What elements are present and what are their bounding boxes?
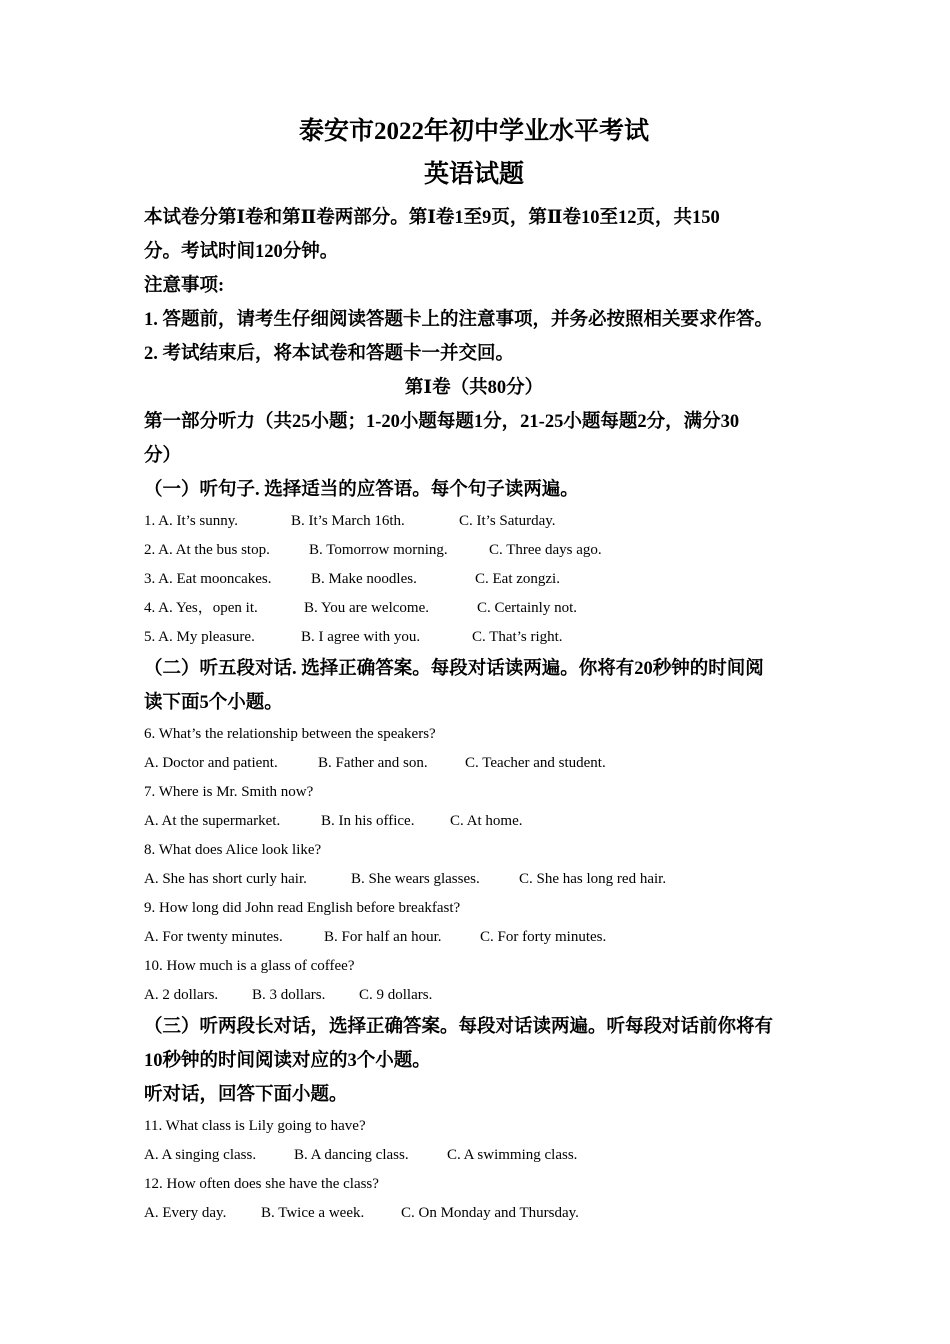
option-c: C. For forty minutes.	[480, 929, 607, 945]
option-b: B. Twice a week.	[261, 1205, 365, 1221]
question-row	[144, 594, 804, 623]
option-a: 2. A. At the bus stop.	[144, 542, 270, 558]
question-stem: 12. How often does she have the class?	[144, 1176, 379, 1192]
option-c: C. That’s right.	[472, 629, 563, 645]
option-a: A. She has short curly hair.	[144, 871, 307, 887]
option-c: C. At home.	[450, 813, 523, 829]
intro-line-1: 本试卷分第Ⅰ卷和第Ⅱ卷两部分。第Ⅰ卷1至9页，第Ⅱ卷10至12页，共150	[144, 208, 720, 228]
section-2-heading-line-2: 读下面5个小题。	[144, 693, 283, 713]
question-row	[144, 865, 804, 894]
option-a: 4. A. Yes，open it.	[144, 600, 258, 616]
section-1-heading: （一）听句子. 选择适当的应答语。每个句子读两遍。	[144, 480, 579, 500]
option-c: C. Certainly not.	[477, 600, 577, 616]
option-b: B. For half an hour.	[324, 929, 442, 945]
option-b: B. Father and son.	[318, 755, 428, 771]
option-b: B. 3 dollars.	[252, 987, 326, 1003]
option-c: C. Teacher and student.	[465, 755, 606, 771]
question-stem: 6. What’s the relationship between the speakers?	[144, 726, 436, 742]
question-row	[144, 1141, 804, 1170]
question-row	[144, 981, 804, 1010]
page-content	[144, 112, 804, 1228]
option-c: C. She has long red hair.	[519, 871, 667, 887]
option-b: B. She wears glasses.	[351, 871, 480, 887]
question-row	[144, 807, 804, 836]
option-b: B. Tomorrow morning.	[309, 542, 448, 558]
question-row	[144, 565, 804, 594]
option-a: A. Every day.	[144, 1205, 227, 1221]
part-1-heading-line-1: 第一部分听力（共25小题；1-20小题每题1分，21-25小题每题2分，满分30	[144, 412, 740, 432]
question-row	[144, 749, 804, 778]
option-c: C. It’s Saturday.	[459, 513, 556, 529]
option-c: C. Eat zongzi.	[475, 571, 560, 587]
question-row	[144, 1199, 804, 1228]
question-stem: 10. How much is a glass of coffee?	[144, 958, 355, 974]
option-b: B. I agree with you.	[301, 629, 421, 645]
option-b: B. A dancing class.	[294, 1147, 409, 1163]
question-row	[144, 507, 804, 536]
option-a: A. 2 dollars.	[144, 987, 219, 1003]
exam-title: 泰安市2022年初中学业水平考试	[298, 118, 649, 145]
option-a: 3. A. Eat mooncakes.	[144, 571, 272, 587]
notes-heading: 注意事项:	[144, 276, 225, 296]
intro-line-2: 分。考试时间120分钟。	[144, 242, 339, 262]
option-c: C. 9 dollars.	[359, 987, 433, 1003]
part-1-heading-line-2: 分）	[144, 446, 182, 466]
section-2-heading-line-1: （二）听五段对话. 选择正确答案。每段对话读两遍。你将有20秒钟的时间阅	[144, 659, 764, 679]
option-c: C. A swimming class.	[447, 1147, 578, 1163]
option-a: 1. A. It’s sunny.	[144, 513, 239, 529]
question-stem: 8. What does Alice look like?	[144, 842, 322, 858]
question-row	[144, 623, 804, 652]
question-stem: 7. Where is Mr. Smith now?	[144, 784, 314, 800]
section-3-heading-line-2: 10秒钟的时间阅读对应的3个小题。	[144, 1051, 431, 1071]
option-a: A. For twenty minutes.	[144, 929, 283, 945]
question-row	[144, 923, 804, 952]
option-b: B. It’s March 16th.	[291, 513, 405, 529]
option-b: B. Make noodles.	[311, 571, 417, 587]
volume-1-heading: 第Ⅰ卷（共80分）	[404, 378, 544, 398]
question-stem: 9. How long did John read English before breakfast?	[144, 900, 461, 916]
option-a: A. At the supermarket.	[144, 813, 281, 829]
exam-subtitle: 英语试题	[423, 161, 524, 188]
note-1: 1. 答题前，请考生仔细阅读答题卡上的注意事项，并务必按照相关要求作答。	[144, 310, 774, 330]
option-a: A. Doctor and patient.	[144, 755, 278, 771]
note-2: 2. 考试结束后，将本试卷和答题卡一并交回。	[144, 344, 515, 364]
option-b: B. You are welcome.	[304, 600, 429, 616]
question-stem: 11. What class is Lily going to have?	[144, 1118, 366, 1134]
section-3-heading-line-1: （三）听两段长对话，选择正确答案。每段对话读两遍。听每段对话前你将有	[144, 1017, 774, 1037]
option-a: 5. A. My pleasure.	[144, 629, 255, 645]
option-b: B. In his office.	[321, 813, 415, 829]
section-3-prompt: 听对话，回答下面小题。	[144, 1085, 348, 1105]
option-a: A. A singing class.	[144, 1147, 257, 1163]
question-row	[144, 536, 804, 565]
option-c: C. Three days ago.	[489, 542, 602, 558]
option-c: C. On Monday and Thursday.	[401, 1205, 579, 1221]
